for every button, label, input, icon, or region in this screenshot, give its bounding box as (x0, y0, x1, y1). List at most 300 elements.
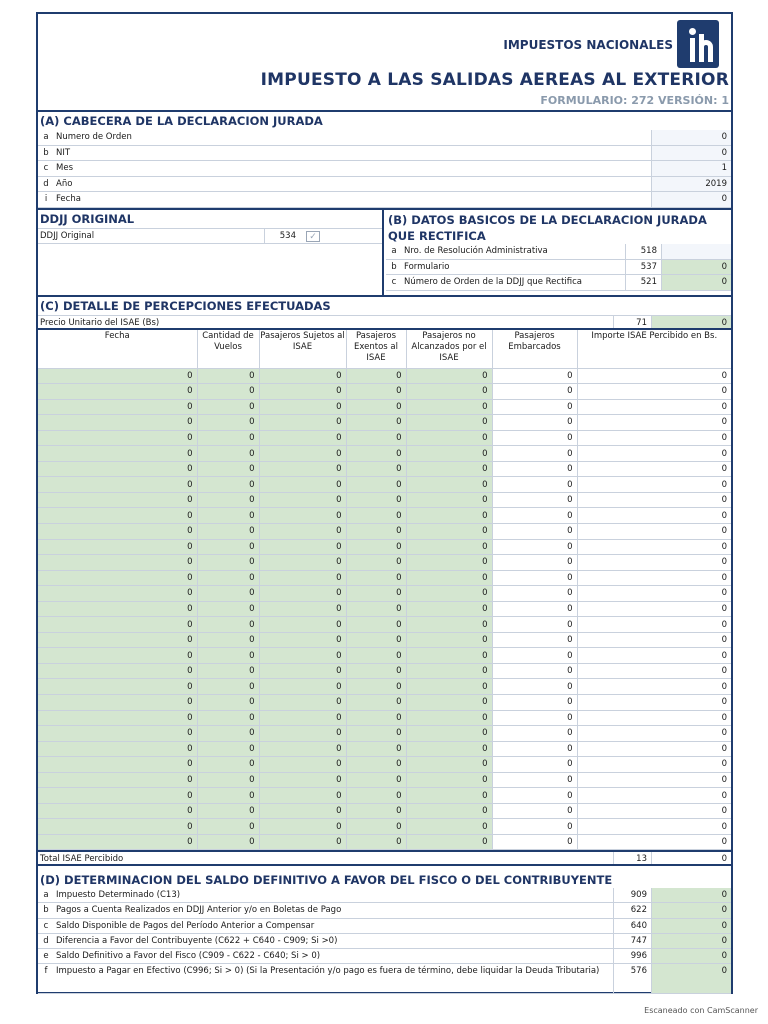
table-cell[interactable]: 0 (577, 415, 731, 431)
column-header: Pasajeros no Alcanzados por el ISAE (406, 330, 492, 368)
table-cell[interactable]: 0 (406, 663, 492, 679)
section-b-title: (B) DATOS BASICOS DE LA DECLARACION JURADA QUE RECTIFICA (388, 213, 707, 243)
table-cell[interactable]: 0 (259, 834, 346, 850)
table-cell[interactable]: 0 (38, 726, 197, 742)
table-cell[interactable]: 0 (346, 772, 406, 788)
table-cell[interactable]: 0 (346, 555, 406, 571)
table-cell[interactable]: 0 (38, 648, 197, 664)
table-cell[interactable]: 0 (346, 788, 406, 804)
table-row (38, 772, 731, 788)
table-cell[interactable]: 0 (492, 819, 577, 835)
table-cell[interactable]: 0 (492, 430, 577, 446)
section-d-row (38, 888, 731, 903)
table-cell[interactable]: 0 (577, 757, 731, 773)
table-cell[interactable]: 0 (492, 788, 577, 804)
table-cell[interactable]: 0 (346, 694, 406, 710)
table-cell[interactable]: 0 (38, 492, 197, 508)
row-code: 576 (613, 964, 651, 993)
section-a-row (38, 130, 731, 146)
table-cell[interactable]: 0 (492, 601, 577, 617)
row-letter: e (43, 951, 49, 962)
section-a-row (38, 192, 731, 208)
table-cell[interactable]: 0 (406, 430, 492, 446)
table-cell[interactable]: 0 (38, 772, 197, 788)
table-cell[interactable]: 0 (406, 368, 492, 384)
table-cell[interactable]: 0 (38, 539, 197, 555)
row-label: Pagos a Cuenta Realizados en DDJJ Anterior y/o en Boletas de Pago (56, 905, 342, 916)
table-cell[interactable]: 0 (406, 586, 492, 602)
table-cell[interactable]: 0 (577, 834, 731, 850)
scanner-footer: Escaneado con CamScanner (644, 1006, 758, 1015)
table-cell[interactable]: 0 (197, 508, 259, 524)
table-cell[interactable]: 0 (406, 555, 492, 571)
table-cell[interactable]: 0 (38, 819, 197, 835)
table-cell[interactable]: 0 (346, 492, 406, 508)
row-letter: a (43, 890, 49, 900)
table-cell[interactable]: 0 (259, 415, 346, 431)
table-cell[interactable]: 0 (259, 508, 346, 524)
table-cell[interactable]: 0 (38, 586, 197, 602)
table-cell[interactable]: 0 (346, 570, 406, 586)
table-cell[interactable]: 0 (197, 726, 259, 742)
table-cell[interactable]: 0 (577, 741, 731, 757)
table-cell[interactable]: 0 (492, 710, 577, 726)
table-cell[interactable]: 0 (38, 415, 197, 431)
table-cell[interactable]: 0 (346, 663, 406, 679)
row-value-field[interactable]: 0 (661, 275, 731, 290)
section-a-title: (A) CABECERA DE LA DECLARACION JURADA (40, 114, 323, 128)
table-cell[interactable]: 0 (197, 586, 259, 602)
table-cell[interactable]: 0 (259, 710, 346, 726)
table-row (38, 586, 731, 602)
table-cell[interactable]: 0 (197, 430, 259, 446)
table-cell[interactable]: 0 (492, 803, 577, 819)
table-cell[interactable]: 0 (346, 461, 406, 477)
table-cell[interactable]: 0 (577, 601, 731, 617)
table-row (38, 679, 731, 695)
table-cell[interactable]: 0 (346, 368, 406, 384)
table-cell[interactable]: 0 (197, 663, 259, 679)
table-row (38, 492, 731, 508)
table-cell[interactable]: 0 (577, 694, 731, 710)
column-header: Cantidad de Vuelos (197, 330, 259, 368)
table-cell[interactable]: 0 (577, 617, 731, 633)
table-cell[interactable]: 0 (346, 586, 406, 602)
table-cell[interactable]: 0 (406, 632, 492, 648)
table-cell[interactable]: 0 (406, 523, 492, 539)
impuestos-logo-icon (677, 20, 719, 68)
section-d-row (38, 964, 731, 994)
table-cell[interactable]: 0 (492, 757, 577, 773)
table-cell[interactable]: 0 (259, 539, 346, 555)
table-cell[interactable]: 0 (259, 617, 346, 633)
row-code: 640 (613, 919, 651, 933)
row-letter: a (43, 132, 49, 142)
table-cell[interactable]: 0 (577, 508, 731, 524)
table-cell[interactable]: 0 (197, 415, 259, 431)
table-cell[interactable]: 0 (346, 430, 406, 446)
row-letter: d (43, 935, 49, 946)
table-cell[interactable]: 0 (346, 741, 406, 757)
column-header: Pasajeros Sujetos al ISAE (259, 330, 346, 368)
row-letter: a (391, 246, 397, 256)
table-cell[interactable]: 0 (346, 632, 406, 648)
row-label: Nro. de Resolución Administrativa (404, 246, 548, 256)
table-cell[interactable]: 0 (406, 415, 492, 431)
table-cell[interactable]: 0 (406, 601, 492, 617)
table-cell[interactable]: 0 (259, 430, 346, 446)
table-cell[interactable]: 0 (259, 399, 346, 415)
ddjj-title: DDJJ ORIGINAL (40, 212, 135, 226)
table-cell[interactable]: 0 (346, 523, 406, 539)
total-code: 13 (613, 852, 651, 864)
table-cell[interactable]: 0 (406, 710, 492, 726)
table-cell[interactable]: 0 (197, 679, 259, 695)
table-cell[interactable]: 0 (577, 430, 731, 446)
table-cell[interactable]: 0 (346, 415, 406, 431)
table-cell[interactable]: 0 (259, 586, 346, 602)
table-cell[interactable]: 0 (346, 679, 406, 695)
table-cell[interactable]: 0 (577, 632, 731, 648)
table-cell[interactable]: 0 (577, 788, 731, 804)
table-cell[interactable]: 0 (346, 477, 406, 493)
table-cell[interactable]: 0 (197, 819, 259, 835)
table-cell[interactable]: 0 (577, 663, 731, 679)
table-cell[interactable]: 0 (259, 819, 346, 835)
table-cell[interactable]: 0 (259, 601, 346, 617)
row-value-field[interactable]: 0 (651, 192, 731, 207)
column-header: Importe ISAE Percibido en Bs. (577, 330, 731, 368)
table-cell[interactable]: 0 (38, 741, 197, 757)
table-cell[interactable]: 0 (577, 399, 731, 415)
table-cell[interactable]: 0 (197, 772, 259, 788)
row-code: 909 (613, 888, 651, 902)
table-cell[interactable]: 0 (406, 508, 492, 524)
table-cell[interactable]: 0 (492, 368, 577, 384)
table-cell[interactable]: 0 (38, 430, 197, 446)
table-cell[interactable]: 0 (197, 523, 259, 539)
table-row (38, 632, 731, 648)
row-label: Saldo Disponible de Pagos del Período Anterior a Compensar (56, 920, 315, 931)
table-cell[interactable]: 0 (346, 726, 406, 742)
total-label: Total ISAE Percibido (40, 854, 124, 865)
table-cell[interactable]: 0 (577, 648, 731, 664)
table-cell[interactable]: 0 (38, 555, 197, 571)
table-cell[interactable]: 0 (492, 648, 577, 664)
row-value-field[interactable] (661, 244, 731, 259)
table-cell[interactable]: 0 (197, 617, 259, 633)
table-cell[interactable]: 0 (259, 384, 346, 400)
table-cell[interactable]: 0 (577, 461, 731, 477)
table-cell[interactable]: 0 (577, 384, 731, 400)
table-cell[interactable]: 0 (197, 555, 259, 571)
table-row (38, 539, 731, 555)
table-cell[interactable]: 0 (38, 617, 197, 633)
form-subtitle: FORMULARIO: 272 VERSIÓN: 1 (540, 94, 729, 107)
table-cell[interactable]: 0 (406, 834, 492, 850)
table-cell[interactable]: 0 (406, 446, 492, 462)
row-value-field[interactable]: 1 (651, 161, 731, 176)
table-row (38, 523, 731, 539)
table-cell[interactable]: 0 (197, 539, 259, 555)
table-cell[interactable]: 0 (406, 570, 492, 586)
table-cell[interactable]: 0 (492, 523, 577, 539)
table-cell[interactable]: 0 (492, 477, 577, 493)
section-c (38, 295, 731, 866)
table-cell[interactable]: 0 (577, 772, 731, 788)
table-cell[interactable]: 0 (406, 679, 492, 695)
section-d-row (38, 934, 731, 949)
table-cell[interactable]: 0 (259, 679, 346, 695)
table-cell[interactable]: 0 (38, 368, 197, 384)
table-cell[interactable]: 0 (346, 834, 406, 850)
row-value-field[interactable]: 0 (651, 964, 731, 993)
table-cell[interactable]: 0 (38, 601, 197, 617)
table-cell[interactable]: 0 (406, 477, 492, 493)
column-header: Pasajeros Exentos al ISAE (346, 330, 406, 368)
price-label: Precio Unitario del ISAE (Bs) (40, 318, 160, 328)
table-cell[interactable]: 0 (492, 461, 577, 477)
row-code: 518 (625, 244, 661, 259)
table-cell[interactable]: 0 (197, 368, 259, 384)
org-name: IMPUESTOS NACIONALES (503, 38, 673, 52)
table-cell[interactable]: 0 (346, 617, 406, 633)
section-c-title: (C) DETALLE DE PERCEPCIONES EFECTUADAS (40, 299, 331, 313)
table-cell[interactable]: 0 (38, 834, 197, 850)
row-value-field[interactable]: 2019 (651, 177, 731, 192)
table-cell[interactable]: 0 (38, 663, 197, 679)
table-cell[interactable]: 0 (38, 477, 197, 493)
table-cell[interactable]: 0 (259, 741, 346, 757)
table-cell[interactable]: 0 (197, 399, 259, 415)
table-cell[interactable]: 0 (577, 710, 731, 726)
table-cell[interactable]: 0 (38, 399, 197, 415)
section-a-row (38, 161, 731, 177)
table-cell[interactable]: 0 (197, 788, 259, 804)
table-cell[interactable]: 0 (492, 508, 577, 524)
section-d-title: (D) DETERMINACION DEL SALDO DEFINITIVO A FAVOR DEL FISCO O DEL CONTRIBUYENTE (40, 873, 613, 887)
table-cell[interactable]: 0 (259, 368, 346, 384)
table-cell[interactable]: 0 (346, 803, 406, 819)
table-cell[interactable]: 0 (406, 726, 492, 742)
table-cell[interactable]: 0 (346, 757, 406, 773)
table-cell[interactable]: 0 (577, 368, 731, 384)
form-title: IMPUESTO A LAS SALIDAS AEREAS AL EXTERIOR (260, 70, 729, 90)
table-row (38, 430, 731, 446)
row-value-field[interactable]: 0 (651, 903, 731, 917)
table-cell[interactable]: 0 (492, 834, 577, 850)
table-cell[interactable]: 0 (492, 726, 577, 742)
row-value-field[interactable]: 0 (651, 130, 731, 145)
row-value-field[interactable]: 0 (651, 146, 731, 161)
table-cell[interactable]: 0 (406, 694, 492, 710)
table-cell[interactable]: 0 (197, 834, 259, 850)
table-cell[interactable]: 0 (197, 461, 259, 477)
table-cell[interactable]: 0 (406, 648, 492, 664)
table-cell[interactable]: 0 (346, 508, 406, 524)
table-cell[interactable]: 0 (346, 819, 406, 835)
table-cell[interactable]: 0 (259, 726, 346, 742)
table-cell[interactable]: 0 (492, 384, 577, 400)
table-cell[interactable]: 0 (406, 539, 492, 555)
table-row (38, 415, 731, 431)
table-cell[interactable]: 0 (492, 694, 577, 710)
table-cell[interactable]: 0 (577, 539, 731, 555)
row-label: Impuesto Determinado (C13) (56, 890, 181, 900)
table-cell[interactable]: 0 (406, 803, 492, 819)
row-letter: i (44, 194, 48, 204)
table-cell[interactable]: 0 (406, 741, 492, 757)
row-letter: d (43, 178, 49, 189)
table-cell[interactable]: 0 (38, 632, 197, 648)
table-cell[interactable]: 0 (577, 586, 731, 602)
total-value: 0 (651, 852, 731, 864)
table-cell[interactable]: 0 (346, 399, 406, 415)
table-cell[interactable]: 0 (492, 632, 577, 648)
table-cell[interactable]: 0 (38, 508, 197, 524)
table-cell[interactable]: 0 (577, 555, 731, 571)
table-cell[interactable]: 0 (259, 570, 346, 586)
table-cell[interactable]: 0 (406, 399, 492, 415)
table-cell[interactable]: 0 (492, 555, 577, 571)
ddjj-label: DDJJ Original (40, 231, 95, 241)
table-cell[interactable]: 0 (492, 492, 577, 508)
table-cell[interactable]: 0 (492, 663, 577, 679)
table-cell[interactable]: 0 (492, 539, 577, 555)
table-cell[interactable]: 0 (577, 819, 731, 835)
table-cell[interactable]: 0 (259, 523, 346, 539)
row-letter: b (391, 261, 397, 272)
table-cell[interactable]: 0 (197, 710, 259, 726)
table-cell[interactable]: 0 (577, 803, 731, 819)
table-cell[interactable]: 0 (406, 788, 492, 804)
table-row (38, 694, 731, 710)
table-cell[interactable]: 0 (492, 415, 577, 431)
table-cell[interactable]: 0 (259, 632, 346, 648)
table-cell[interactable]: 0 (492, 741, 577, 757)
row-label: Numero de Orden (56, 132, 132, 142)
table-cell[interactable]: 0 (197, 632, 259, 648)
table-cell[interactable]: 0 (197, 384, 259, 400)
table-row (38, 508, 731, 524)
table-cell[interactable]: 0 (38, 523, 197, 539)
table-row (38, 601, 731, 617)
row-label: NIT (56, 147, 71, 158)
table-cell[interactable]: 0 (197, 757, 259, 773)
table-cell[interactable]: 0 (346, 648, 406, 664)
table-cell[interactable]: 0 (197, 446, 259, 462)
table-cell[interactable]: 0 (577, 726, 731, 742)
table-cell[interactable]: 0 (492, 772, 577, 788)
table-row (38, 726, 731, 742)
price-value-field[interactable]: 0 (651, 316, 731, 328)
table-cell[interactable]: 0 (406, 617, 492, 633)
table-cell[interactable]: 0 (259, 555, 346, 571)
table-cell[interactable]: 0 (197, 694, 259, 710)
table-cell[interactable]: 0 (492, 586, 577, 602)
section-b-row (386, 244, 731, 260)
table-cell[interactable]: 0 (38, 788, 197, 804)
table-cell[interactable]: 0 (577, 679, 731, 695)
table-cell[interactable]: 0 (406, 492, 492, 508)
table-cell[interactable]: 0 (577, 492, 731, 508)
table-row (38, 803, 731, 819)
ddjj-original-checkbox[interactable]: ✓ (306, 231, 320, 242)
row-letter: c (43, 163, 49, 173)
table-cell[interactable]: 0 (577, 523, 731, 539)
table-cell[interactable]: 0 (197, 803, 259, 819)
table-cell[interactable]: 0 (259, 788, 346, 804)
table-cell[interactable]: 0 (577, 570, 731, 586)
table-cell[interactable]: 0 (38, 570, 197, 586)
table-cell[interactable]: 0 (492, 617, 577, 633)
table-cell[interactable]: 0 (406, 772, 492, 788)
table-cell[interactable]: 0 (38, 446, 197, 462)
table-cell[interactable]: 0 (38, 757, 197, 773)
table-cell[interactable]: 0 (492, 446, 577, 462)
table-cell[interactable]: 0 (197, 492, 259, 508)
table-cell[interactable]: 0 (38, 384, 197, 400)
table-cell[interactable]: 0 (406, 757, 492, 773)
table-cell[interactable]: 0 (259, 461, 346, 477)
table-cell[interactable]: 0 (259, 648, 346, 664)
row-value-field[interactable]: 0 (651, 919, 731, 933)
table-cell[interactable]: 0 (406, 819, 492, 835)
row-value-field[interactable]: 0 (651, 934, 731, 948)
table-cell[interactable]: 0 (38, 803, 197, 819)
tax-form (36, 12, 733, 994)
table-cell[interactable]: 0 (197, 477, 259, 493)
table-cell[interactable]: 0 (492, 399, 577, 415)
table-cell[interactable]: 0 (38, 710, 197, 726)
table-cell[interactable]: 0 (197, 741, 259, 757)
table-cell[interactable]: 0 (259, 694, 346, 710)
table-cell[interactable]: 0 (259, 663, 346, 679)
row-value-field[interactable]: 0 (661, 260, 731, 275)
row-letter: c (43, 920, 49, 931)
table-cell[interactable]: 0 (259, 803, 346, 819)
row-value-field[interactable]: 0 (651, 888, 731, 902)
table-cell[interactable]: 0 (346, 384, 406, 400)
table-cell[interactable]: 0 (406, 384, 492, 400)
row-value-field[interactable]: 0 (651, 949, 731, 963)
table-cell[interactable]: 0 (346, 710, 406, 726)
table-cell[interactable]: 0 (259, 757, 346, 773)
table-cell[interactable]: 0 (346, 539, 406, 555)
row-label: Año (56, 178, 73, 189)
table-cell[interactable]: 0 (577, 477, 731, 493)
table-cell[interactable]: 0 (38, 694, 197, 710)
table-cell[interactable]: 0 (492, 570, 577, 586)
table-cell[interactable]: 0 (197, 601, 259, 617)
table-cell[interactable]: 0 (346, 601, 406, 617)
table-cell[interactable]: 0 (259, 446, 346, 462)
row-code: 622 (613, 903, 651, 917)
table-cell[interactable]: 0 (577, 446, 731, 462)
table-cell[interactable]: 0 (259, 492, 346, 508)
section-d-row (38, 919, 731, 934)
table-cell[interactable]: 0 (197, 570, 259, 586)
table-cell[interactable]: 0 (38, 461, 197, 477)
table-cell[interactable]: 0 (259, 477, 346, 493)
table-row (38, 555, 731, 571)
table-cell[interactable]: 0 (406, 461, 492, 477)
table-cell[interactable]: 0 (38, 679, 197, 695)
table-cell[interactable]: 0 (492, 679, 577, 695)
table-cell[interactable]: 0 (346, 446, 406, 462)
table-cell[interactable]: 0 (197, 648, 259, 664)
table-cell[interactable]: 0 (259, 772, 346, 788)
